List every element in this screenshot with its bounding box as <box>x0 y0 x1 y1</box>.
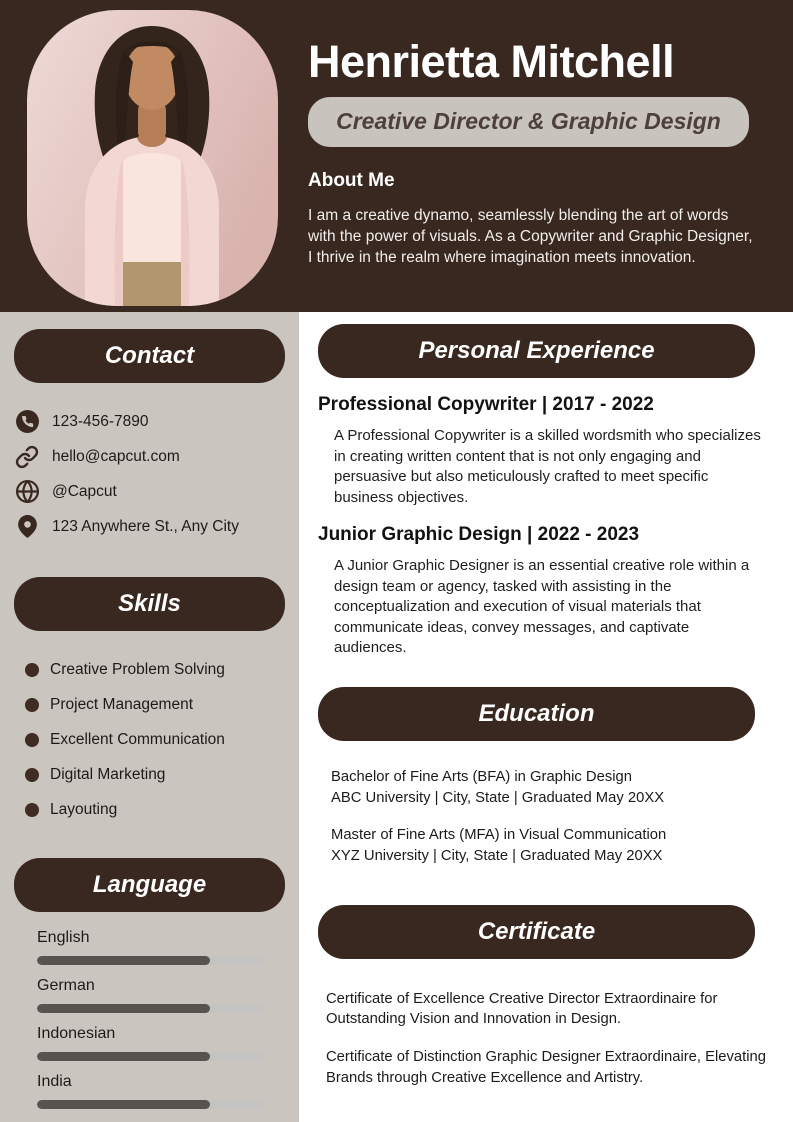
experience-entry-title: Professional Copywriter | 2017 - 2022 <box>318 394 654 415</box>
skills-heading-text: Skills <box>118 590 181 617</box>
skill-label: Digital Marketing <box>50 765 166 783</box>
contact-heading-text: Contact <box>104 342 195 369</box>
language-section-heading <box>14 858 285 912</box>
language-level-bar <box>37 1100 265 1109</box>
contact-email-text: hello@capcut.com <box>52 447 180 465</box>
sidebar <box>0 312 299 1122</box>
profile-photo <box>27 10 278 306</box>
link-icon <box>14 444 40 470</box>
language-level-fill <box>37 956 210 965</box>
skills-section-heading <box>14 577 285 631</box>
person-name: Henrietta Mitchell <box>308 36 675 87</box>
bullet-icon <box>25 698 39 712</box>
language-item <box>37 977 276 1013</box>
language-label: German <box>37 977 95 994</box>
profile-photo-illustration <box>27 10 278 306</box>
skill-item <box>14 687 299 722</box>
education-degree: Bachelor of Fine Arts (BFA) in Graphic Design <box>331 768 632 785</box>
language-label: English <box>37 929 90 946</box>
skills-list <box>14 652 299 827</box>
education-school: XYZ University | City, State | Graduated May 20XX <box>331 848 663 865</box>
education-section-heading <box>318 687 755 741</box>
language-list <box>37 929 276 1109</box>
contact-item-email[interactable] <box>14 439 299 474</box>
bullet-icon <box>25 803 39 817</box>
certificate-section-heading <box>318 905 755 959</box>
certificate-heading-text: Certificate <box>477 917 596 945</box>
experience-entry <box>318 524 763 659</box>
certificate-entry: Certificate of Distinction Graphic Designer Extraordinaire, Elevating Brands through Creative Excellence and Artistry. <box>326 1049 766 1086</box>
header <box>0 0 793 312</box>
job-title-text: Creative Director & Graphic Design <box>336 108 721 135</box>
contact-item-address[interactable] <box>14 509 299 544</box>
bullet-icon <box>25 663 39 677</box>
language-level-fill <box>37 1052 210 1061</box>
education-school: ABC University | City, State | Graduated May 20XX <box>331 789 665 806</box>
language-heading-text: Language <box>92 871 207 898</box>
language-label: India <box>37 1073 72 1090</box>
contact-social-text: @Capcut <box>52 482 117 500</box>
contact-item-social[interactable] <box>14 474 299 509</box>
skill-item <box>14 652 299 687</box>
experience-entry-description: A Professional Copywriter is a skilled wordsmith who specializes in creating written content that is not only engaging and persuasive but also meticulously crafted to meet specific business objectives. <box>334 427 761 506</box>
language-label: Indonesian <box>37 1025 116 1042</box>
skill-label: Project Management <box>50 695 194 713</box>
experience-entry-description: A Junior Graphic Designer is an essential creative role within a design team or agency, tasked with assisting in the conceptualization and execution of visual materials that communicate ideas, convey messages, and captivate audiences. <box>334 557 750 657</box>
language-item <box>37 1073 276 1109</box>
language-level-bar <box>37 1052 265 1061</box>
language-level-bar <box>37 1004 265 1013</box>
education-entry <box>331 767 763 808</box>
experience-section-heading <box>318 324 755 378</box>
globe-icon <box>14 479 40 505</box>
contact-address-text: 123 Anywhere St., Any City <box>52 517 239 535</box>
job-title-pill <box>308 97 749 147</box>
experience-heading-text: Personal Experience <box>418 337 655 364</box>
education-entry <box>331 825 763 866</box>
phone-icon <box>14 409 40 435</box>
experience-entry-title: Junior Graphic Design | 2022 - 2023 <box>318 524 640 546</box>
language-level-bar <box>37 956 265 965</box>
contact-list <box>14 404 299 544</box>
language-item <box>37 1025 276 1061</box>
skill-label: Layouting <box>50 800 118 818</box>
skill-label: Creative Problem Solving <box>50 660 225 678</box>
skill-item <box>14 792 299 827</box>
location-icon <box>14 514 40 540</box>
skill-item <box>14 757 299 792</box>
language-item <box>37 929 276 965</box>
experience-entry <box>318 394 763 508</box>
bullet-icon <box>25 768 39 782</box>
about-me-text: I am a creative dynamo, seamlessly blending the art of words with the power of visuals. As a Copywriter and Graphic Designer, I thrive in the realm where imagination meets innovation. <box>308 206 753 267</box>
about-me-heading: About Me <box>308 169 395 191</box>
contact-section-heading <box>14 329 285 383</box>
bullet-icon <box>25 733 39 747</box>
skill-item <box>14 722 299 757</box>
skill-label: Excellent Communication <box>50 730 225 748</box>
language-level-fill <box>37 1004 210 1013</box>
main-column <box>299 312 793 1122</box>
certificate-entry: Certificate of Excellence Creative Director Extraordinaire for Outstanding Vision and Innovation in Design. <box>326 990 718 1028</box>
contact-item-phone[interactable] <box>14 404 299 439</box>
language-level-fill <box>37 1100 210 1109</box>
education-degree: Master of Fine Arts (MFA) in Visual Communication <box>331 827 667 844</box>
header-right <box>308 0 768 268</box>
contact-phone-text: 123-456-7890 <box>52 412 149 430</box>
education-heading-text: Education <box>478 699 595 727</box>
